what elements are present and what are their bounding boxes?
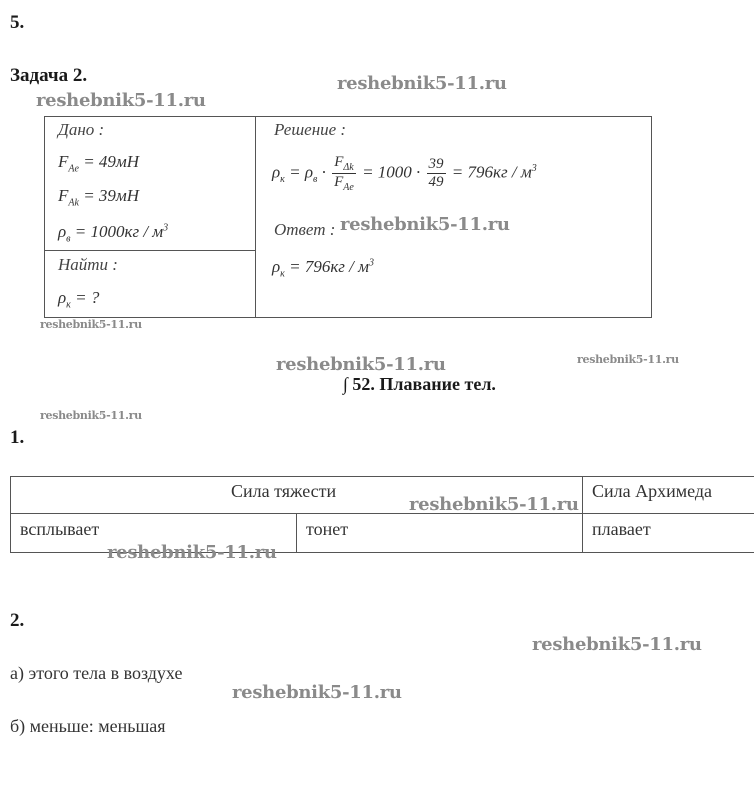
- question-1-number: 1.: [10, 427, 25, 448]
- given-force-liquid: $F_{Ak} = 39мН$: [58, 186, 140, 209]
- solution-header: Решение :: [274, 120, 347, 139]
- given-force-liquid-value: 39мН: [98, 186, 140, 205]
- cell-floats-up: всплывает: [20, 519, 100, 539]
- given-force-air: $F_{Ae} = 49мН$: [58, 152, 140, 175]
- watermark: reshebnik5-11.ru: [36, 90, 206, 111]
- force-ratio-fraction: $\frac{F_{\Delta k}}{F_{Ae}}$: [334, 154, 354, 193]
- watermark: reshebnik5-11.ru: [409, 494, 579, 515]
- find-density: $\rho_к$ = ?: [58, 288, 100, 311]
- watermark: reshebnik5-11.ru: [40, 318, 142, 331]
- given-density-water-value: 1000кг / м: [90, 222, 164, 241]
- question-2-number: 2.: [10, 610, 25, 631]
- watermark: reshebnik5-11.ru: [40, 409, 142, 422]
- solution-formula: $\rho_к = \rho_в$ · $\frac{F_{\Delta k}}{F_{Ae}}$ = 1000 · $\frac{39}{49}$ = $796кг / м^3$: [272, 154, 537, 193]
- find-density-value: ?: [90, 288, 100, 307]
- watermark: reshebnik5-11.ru: [577, 353, 679, 366]
- watermark: reshebnik5-11.ru: [340, 214, 510, 235]
- given-force-air-value: 49мН: [98, 152, 140, 171]
- watermark: reshebnik5-11.ru: [107, 542, 277, 563]
- solution-constant: = 1000 ·: [362, 162, 421, 182]
- section-number: 5.: [10, 12, 25, 33]
- answer-header: Ответ :: [274, 220, 336, 239]
- watermark: reshebnik5-11.ru: [232, 682, 402, 703]
- cell-sinks: тонет: [306, 519, 349, 539]
- watermark: reshebnik5-11.ru: [532, 634, 702, 655]
- given-header: Дано :: [58, 120, 105, 139]
- given-density-water: $\rho_в = 1000кг / м^3$: [58, 222, 169, 245]
- paragraph-title: ∫ 52. Плавание тел.: [343, 374, 496, 394]
- watermark: reshebnik5-11.ru: [276, 354, 446, 375]
- cell-floats: плавает: [592, 519, 651, 539]
- task-title: Задача 2.: [10, 65, 88, 86]
- answer-value: $\rho_к = 796кг / м^3$: [272, 257, 374, 280]
- answer-b: б) меньше: меньшая: [10, 716, 166, 736]
- numeric-fraction: $\frac{39}{49}$: [428, 156, 444, 190]
- find-header: Найти :: [58, 255, 118, 274]
- watermark: reshebnik5-11.ru: [337, 73, 507, 94]
- header-archimedes: Сила Архимеда: [592, 481, 713, 501]
- solution-result: = 796кг / м: [451, 162, 532, 182]
- answer-a: а) этого тела в воздухе: [10, 663, 183, 683]
- header-gravity: Сила тяжести: [231, 481, 337, 501]
